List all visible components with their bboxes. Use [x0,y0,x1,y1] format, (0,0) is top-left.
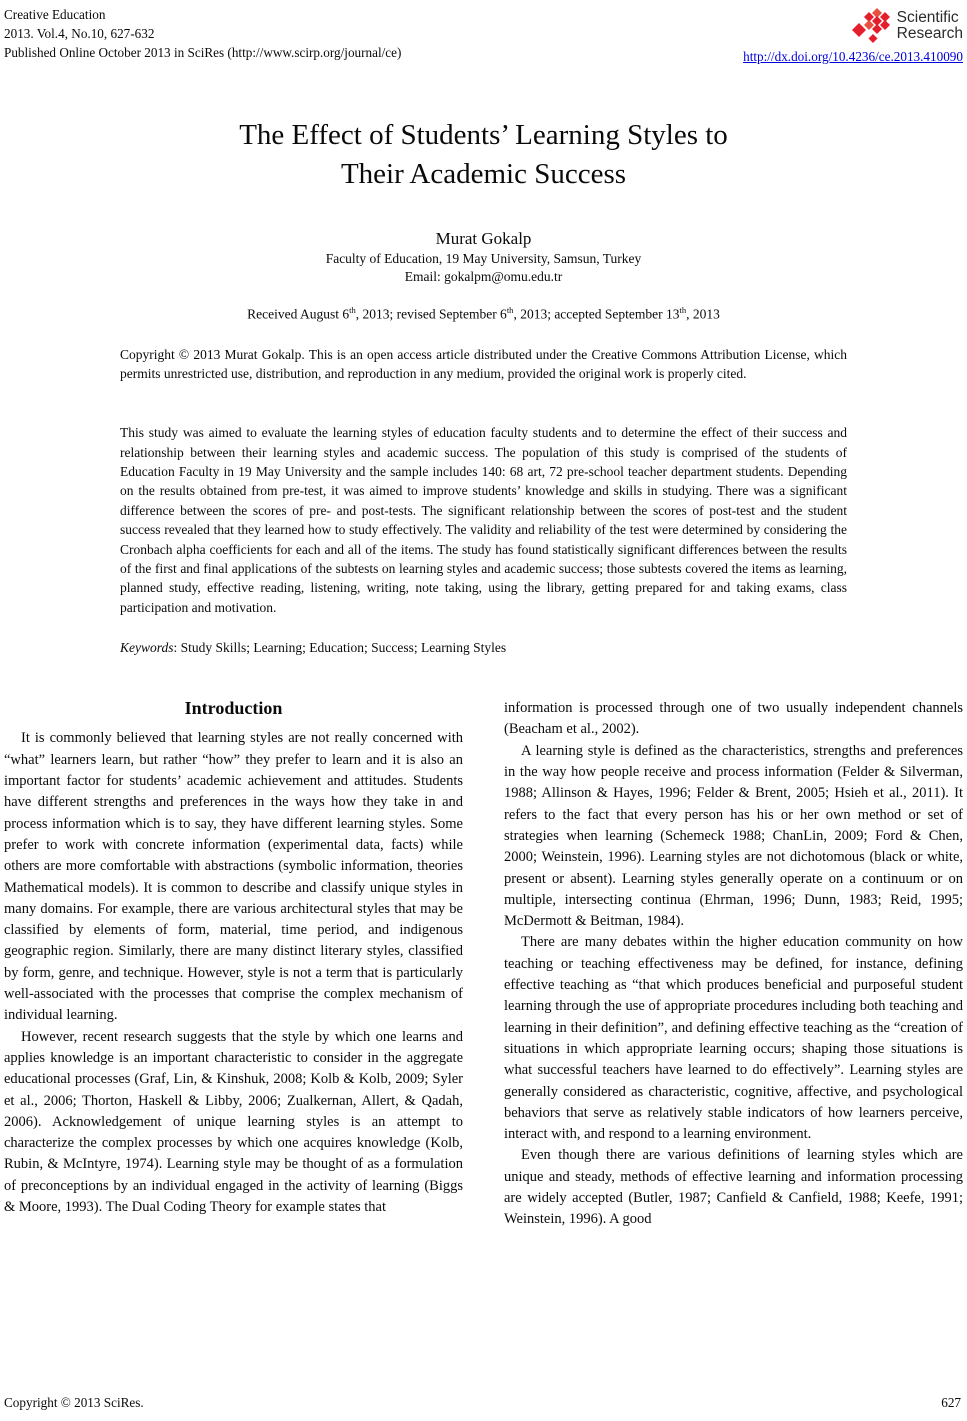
right-column [504,698,963,1230]
journal-volume: 2013. Vol.4, No.10, 627-632 [4,25,155,41]
logo-text [897,10,963,43]
page-footer [4,1395,961,1411]
header-right [743,6,963,66]
author-block [4,228,963,286]
scientific-research-logo [743,6,963,46]
doi-link[interactable]: http://dx.doi.org/10.4236/ce.2013.410090 [743,49,963,64]
copyright-notice: Copyright © 2013 Murat Gokalp. This is an open access article distributed under the Creative Commons Attribution License, which permits unrestricted use, distribution, and reproduction in any medium, provided the original work is properly cited. [120,346,847,381]
article-title [4,116,963,194]
received-sup: th [506,305,514,315]
intro-paragraph: However, recent research suggests that the style by which one learns and applies knowledge is an important characteristic to consider in the aggregate educational processes (Graf, Lin, & Kinshuk, 2008; Kolb & Kolb, 2009; Syler et al., 2006; Thorton, Haskell & Libby, 2006; Zualkernan, Allert, & Qadah, 2006). Acknowledgement of unique learning styles is an attempt to characterize the complex processes by which one acquires knowledge (Kolb, Rubin, & McIntyre, 1974). Learning style may be thought of as a formulation of preconceptions by an individual engaged in the activity of learning (Biggs & Moore, 1993). The Dual Coding Theory for example states that [4,1028,463,1215]
intro-paragraph: Even though there are various definitions of learning styles which are unique and steady, methods of effective learning and information processing are widely accepted (Butler, 1987; Canfield & Canfield, 1988; Keefe, 1991; Weinstein, 1996). A good [504,1147,963,1228]
received-seg: , 2013; revised September 6 [355,306,507,322]
article-title-line1: The Effect of Students’ Learning Styles to [239,119,728,151]
article-title-line2: Their Academic Success [340,158,627,190]
keywords-label: Keywords [120,640,174,656]
footer-copyright: Copyright © 2013 SciRes. [4,1395,144,1410]
received-seg: , 2013 [686,306,720,322]
intro-paragraph: A learning style is defined as the characteristics, strengths and preferences in the way how people receive and process information (Felder & Silverman, 1988; Allinson & Hayes, 1996; Felder & Brent, 2005; Hsieh et al., 2011). It refers to the fact that every person has his or her own method or set of strategies when learning (Schemeck 1988; ChanLin, 2009; Ford & Chen, 2000; Weinstein, 1996). Learning styles are not dichotomous (black or white, present or absent). Learning styles generally operate on a continuum or on multiple, intersecting continua (Ehrman, 1996; Dunn, 1983; Reid, 1995; McDermott & Beitman, 1984). [504,742,963,930]
author-affiliation: Faculty of Education, 19 May University, Samsun, Turkey [325,251,642,266]
journal-published-line: Published Online October 2013 in SciRes (http://www.scirp.org/journal/ce) [4,44,402,60]
intro-paragraph: It is commonly believed that learning styles are not really concerned with “what” learners learn, but rather “how” they prefer to learn and it is also an important factor for students’ academic achievement and attitudes. Students have different strengths and preferences in the ways how they take in and process information which is to say, they have different learning styles. Some prefer to work with concrete information (experimental data, facts) while others are more comfortable with abstractions (symbolic information, theories Mathematical models). It is common to describe and classify unique styles in many domains. For example, there are various architectural styles that may be classified by elements of form, material, time period, and indigenous geographic region. Similarly, there are many distinct literary styles, classified by form, genre, and technique. However, style is not a term that is particularly well-associated with the processes that comprise the complex mechanism of individual learning. [4,730,463,1024]
logo-text-line2: Research [896,25,963,42]
author-email: Email: gokalpm@omu.edu.tr [404,269,563,284]
keywords-list: : Study Skills; Learning; Education; Success; Learning Styles [173,640,507,656]
left-column [4,698,463,1230]
received-sup: th [349,305,356,315]
intro-paragraph: There are many debates within the higher education community on how teaching or teaching effectiveness may be defined, for instance, defining effective teaching as “that which produces beneficial and purposeful student learning through the use of appropriate procedures including both teaching and learning in their definition”, and defining effective teaching as the “creation of situations in which appropriate learning occurs; shaping those situations is what successful teachers have learned to do effectively”. Learning styles are generally considered as characteristic, cognitive, affective, and psychological behaviors that serve as relatively stable indicators of how learners perceive, interact with, and respond to a learning environment. [504,934,963,1143]
author-name: Murat Gokalp [435,229,532,248]
received-seg: , 2013; accepted September 13 [513,306,680,322]
received-seg: Received August 6 [247,306,350,322]
journal-info [4,6,401,62]
body-columns [4,698,963,1230]
logo-diamonds-icon [850,6,894,46]
journal-name: Creative Education [4,7,106,22]
received-line [4,305,963,323]
logo-text-line1: Scientific [896,8,959,26]
intro-paragraph-continued: information is processed through one of two usually independent channels (Beacham et al., 2002). [504,700,963,738]
page-number: 627 [941,1395,961,1410]
page-header [4,6,963,66]
section-heading-introduction: Introduction [184,698,283,719]
abstract-text: This study was aimed to evaluate the learning styles of education faculty students and to determine the effect of their success and relationship between their learning styles and academic success. The population of this study is comprised of the students of Education Faculty in 19 May University and the sample includes 140: 68 art, 72 pre-school teacher department students. Depending on the results obtained from pre-test, it was aimed to improve students’ knowledge and skills in studying. There was a significant difference between the scores of pre- and post-tests. The significant relationship between the scores of post-test and the student success revealed that they learned how to study effectively. The validity and reliability of the test were determined by considering the Cronbach alpha coefficients for each and all of the items. The study has found statistically significant differences between the results of the first and final applications of the subtests on learning styles and academic success; those subtests covered the items as learning, planned study, effective reading, listening, writing, note taking, using the library, getting prepared for and taking exams, class participation and motivation. [120,425,847,615]
keywords-line [120,640,847,656]
received-sup: th [679,305,687,315]
